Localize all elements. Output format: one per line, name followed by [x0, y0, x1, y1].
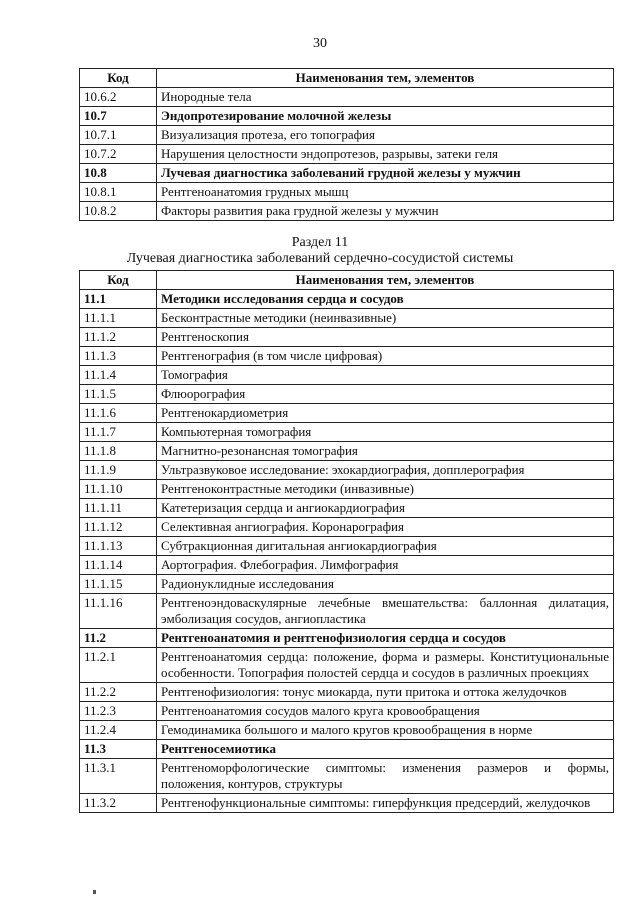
row-name: Визуализация протеза, его топография: [157, 126, 614, 145]
table-row: [80, 648, 614, 683]
table-row: [80, 385, 614, 404]
topics-table-10: [79, 68, 614, 221]
row-code: 11.3: [80, 740, 157, 759]
row-name: Аортография. Флебография. Лимфография: [157, 556, 614, 575]
topics-table-11: [79, 270, 614, 813]
row-name: Магнитно-резонансная томография: [157, 442, 614, 461]
row-code: 11.2.2: [80, 683, 157, 702]
row-code: 11.1.1: [80, 309, 157, 328]
row-code: 11.1.2: [80, 328, 157, 347]
scan-mark: [93, 890, 96, 894]
row-code: 11.3.1: [80, 759, 157, 794]
row-name: Рентгеноскопия: [157, 328, 614, 347]
row-name: Рентгенокардиометрия: [157, 404, 614, 423]
table-row: [80, 366, 614, 385]
row-code: 11.2: [80, 629, 157, 648]
row-name: Ультразвуковое исследование: эхокардиография, допплерография: [157, 461, 614, 480]
row-name: Рентгенография (в том числе цифровая): [157, 347, 614, 366]
row-code: 10.8: [80, 164, 157, 183]
table-row: [80, 328, 614, 347]
table-row: [80, 183, 614, 202]
section-title: Раздел 11: [291, 235, 349, 250]
table2-body: [80, 290, 614, 813]
table-row: [80, 518, 614, 537]
row-name: Рентгеноанатомия и рентгенофизиология сердца и сосудов: [157, 629, 614, 648]
row-name: Факторы развития рака грудной железы у мужчин: [157, 202, 614, 221]
table-row: [80, 575, 614, 594]
table-row: [80, 556, 614, 575]
row-name: Флюорография: [157, 385, 614, 404]
table-row: [80, 794, 614, 813]
row-code: 11.1.6: [80, 404, 157, 423]
header-name: Наименования тем, элементов: [157, 69, 614, 88]
row-name: Катетеризация сердца и ангиокардиография: [157, 499, 614, 518]
row-name: Компьютерная томография: [157, 423, 614, 442]
row-name: Томография: [157, 366, 614, 385]
row-code: 10.8.2: [80, 202, 157, 221]
table-row: [80, 721, 614, 740]
table-row: [80, 88, 614, 107]
row-code: 11.1.7: [80, 423, 157, 442]
table-row: [80, 740, 614, 759]
table-row: [80, 480, 614, 499]
table-row: [80, 537, 614, 556]
table-row: [80, 309, 614, 328]
row-name: Рентгеноанатомия грудных мышц: [157, 183, 614, 202]
row-code: 11.1.11: [80, 499, 157, 518]
table-row: [80, 629, 614, 648]
row-name: Рентгеноконтрастные методики (инвазивные): [157, 480, 614, 499]
row-name: Инородные тела: [157, 88, 614, 107]
table-row: [80, 164, 614, 183]
table-row: [80, 759, 614, 794]
row-code: 11.2.1: [80, 648, 157, 683]
table-row: [80, 594, 614, 629]
row-name: Лучевая диагностика заболеваний грудной железы у мужчин: [157, 164, 614, 183]
row-name: Рентгенофизиология: тонус миокарда, пути притока и оттока желудочков: [157, 683, 614, 702]
row-code: 10.7.1: [80, 126, 157, 145]
row-name: Рентгеноанатомия сердца: положение, форма и размеры. Конституциональные особенности. Топография полостей сердца и сосудов в различных проекциях: [157, 648, 614, 683]
row-code: 11.1.15: [80, 575, 157, 594]
row-code: 10.7.2: [80, 145, 157, 164]
table-row: [80, 126, 614, 145]
table-row: [80, 423, 614, 442]
table-header: [80, 69, 614, 88]
table-row: [80, 702, 614, 721]
row-name: Гемодинамика большого и малого кругов кровообращения в норме: [157, 721, 614, 740]
header-code: Код: [80, 69, 157, 88]
row-code: 10.6.2: [80, 88, 157, 107]
table-row: [80, 290, 614, 309]
row-name: Бесконтрастные методики (неинвазивные): [157, 309, 614, 328]
row-name: Нарушения целостности эндопротезов, разрывы, затеки геля: [157, 145, 614, 164]
header-name: Наименования тем, элементов: [157, 271, 614, 290]
table-row: [80, 499, 614, 518]
header-code: Код: [80, 271, 157, 290]
row-name: Рентгеноэндоваскулярные лечебные вмешательства: баллонная дилатация, эмболизация сосудов, ангиопластика: [157, 594, 614, 629]
row-code: 11.3.2: [80, 794, 157, 813]
row-name: Селективная ангиография. Коронарография: [157, 518, 614, 537]
section-subtitle: Лучевая диагностика заболеваний сердечно-сосудистой системы: [126, 251, 514, 266]
table-row: [80, 202, 614, 221]
row-code: 11.1.13: [80, 537, 157, 556]
row-name: Рентгеносемиотика: [157, 740, 614, 759]
row-name: Субтракционная дигитальная ангиокардиография: [157, 537, 614, 556]
page-number: 30: [313, 36, 327, 51]
table-row: [80, 442, 614, 461]
table-row: [80, 347, 614, 366]
row-code: 11.2.3: [80, 702, 157, 721]
row-code: 11.1.9: [80, 461, 157, 480]
row-code: 11.1.14: [80, 556, 157, 575]
row-code: 11.1.4: [80, 366, 157, 385]
table-header: [80, 271, 614, 290]
row-name: Эндопротезирование молочной железы: [157, 107, 614, 126]
row-name: Радионуклидные исследования: [157, 575, 614, 594]
row-code: 11.1.5: [80, 385, 157, 404]
row-code: 11.1: [80, 290, 157, 309]
table-row: [80, 683, 614, 702]
row-code: 11.1.8: [80, 442, 157, 461]
table-row: [80, 461, 614, 480]
table1-body: [80, 88, 614, 221]
row-code: 11.1.10: [80, 480, 157, 499]
row-name: Рентгеноанатомия сосудов малого круга кровообращения: [157, 702, 614, 721]
row-code: 11.2.4: [80, 721, 157, 740]
row-name: Рентгенофункциональные симптомы: гиперфункция предсердий, желудочков: [157, 794, 614, 813]
row-name: Методики исследования сердца и сосудов: [157, 290, 614, 309]
row-code: 10.8.1: [80, 183, 157, 202]
table-row: [80, 107, 614, 126]
table-row: [80, 145, 614, 164]
row-name: Рентгеноморфологические симптомы: изменения размеров и формы, положения, контуров, структуры: [157, 759, 614, 794]
table-row: [80, 404, 614, 423]
row-code: 10.7: [80, 107, 157, 126]
row-code: 11.1.3: [80, 347, 157, 366]
row-code: 11.1.12: [80, 518, 157, 537]
row-code: 11.1.16: [80, 594, 157, 629]
